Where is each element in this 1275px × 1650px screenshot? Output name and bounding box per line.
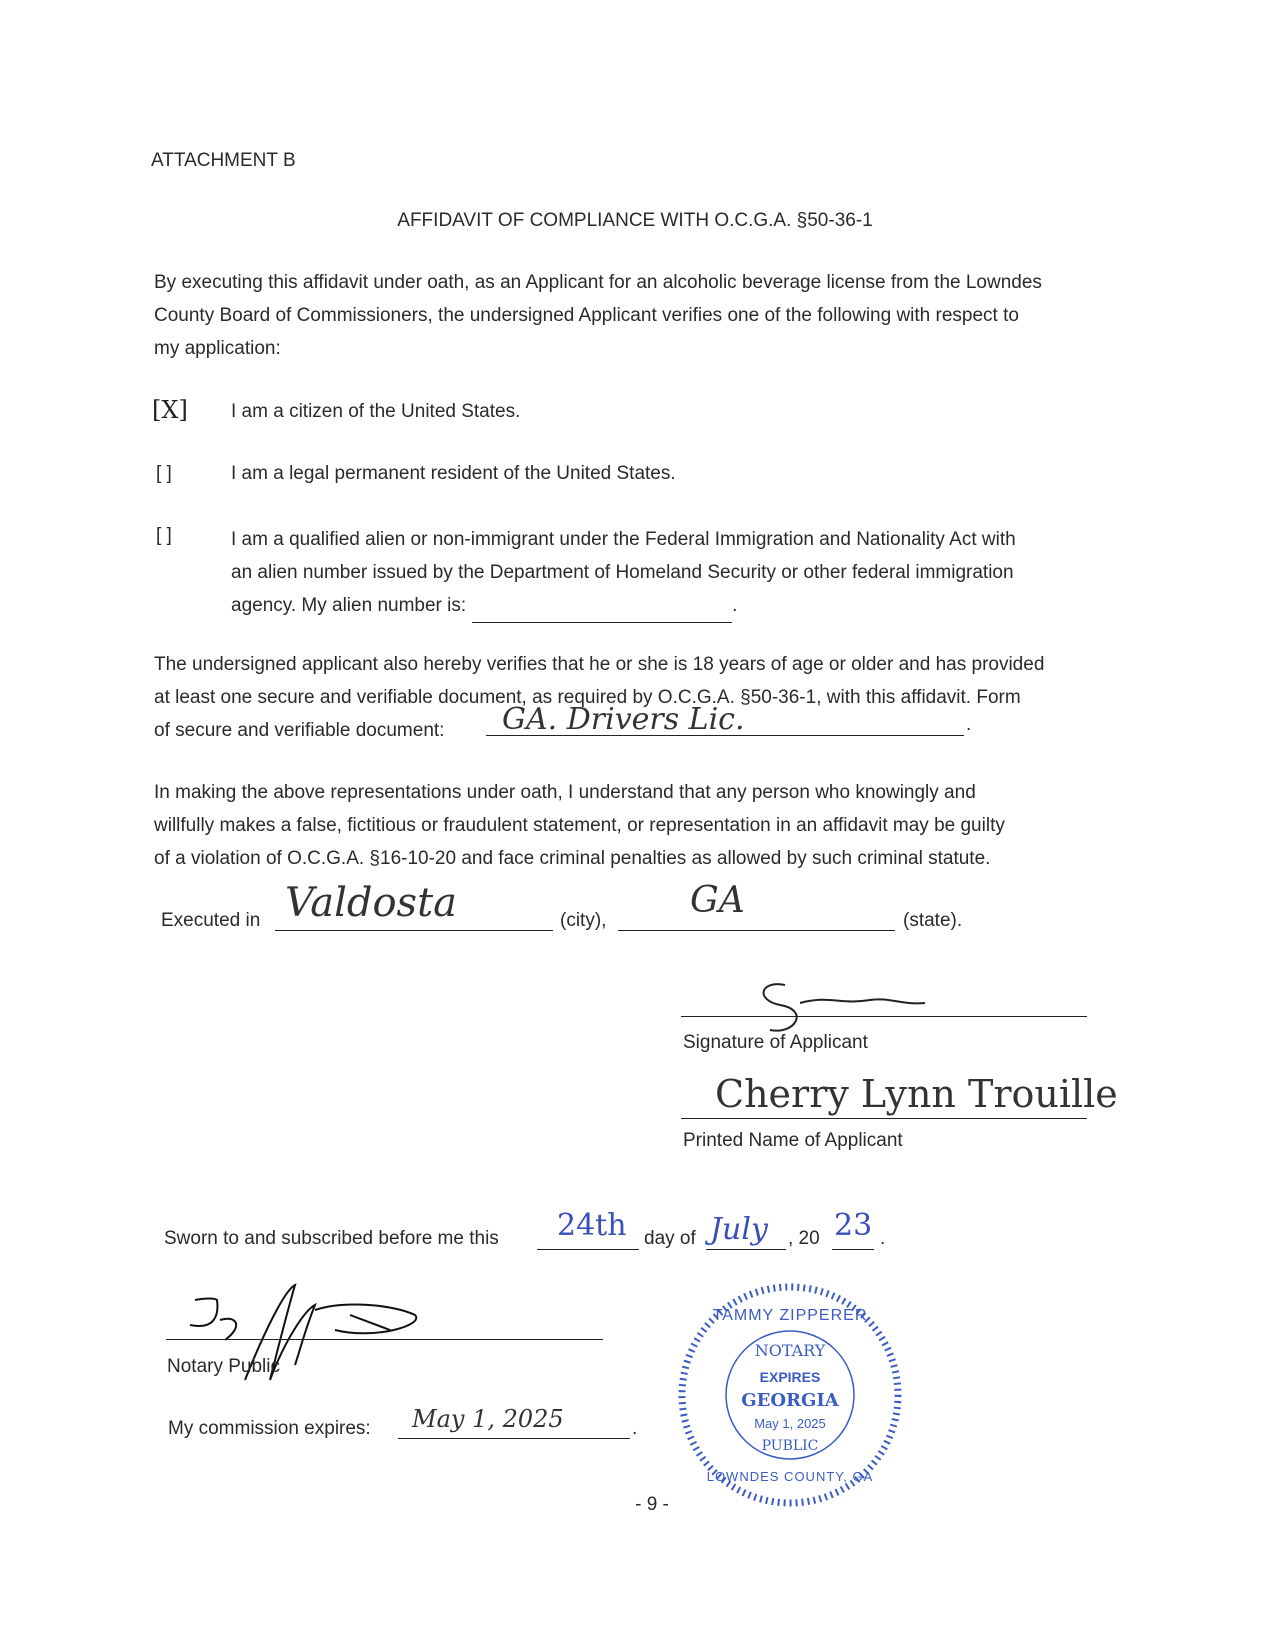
document-title: AFFIDAVIT OF COMPLIANCE WITH O.C.G.A. §50-36-1 bbox=[397, 210, 873, 231]
svg-text:GEORGIA: GEORGIA bbox=[741, 1390, 839, 1411]
option-line: I am a qualified alien or non-immigrant under the Federal Immigration and Nationality Act with bbox=[231, 529, 1016, 550]
checkbox-citizen[interactable]: [X] bbox=[152, 396, 188, 424]
intro-line: my application: bbox=[154, 338, 281, 359]
option-alien: I am a qualified alien or non-immigrant under the Federal Immigration and Nationality Act with an alien number issued by the Department of Homeland Security or other federal immigration agency. My alien number is: . bbox=[231, 523, 1016, 623]
day-field[interactable] bbox=[537, 1249, 639, 1250]
day-of-label: day of bbox=[644, 1228, 696, 1249]
notary-label: Notary Public bbox=[167, 1356, 280, 1377]
day-value: 24th bbox=[557, 1208, 627, 1243]
document-value: GA. Drivers Lic. bbox=[502, 702, 745, 737]
commission-label: My commission expires: bbox=[168, 1418, 371, 1439]
printed-name-field[interactable] bbox=[681, 1118, 1087, 1119]
checkbox-alien[interactable]: [ ] bbox=[156, 525, 172, 546]
para-line: of a violation of O.C.G.A. §16-10-20 and face criminal penalties as allowed by such criminal statute. bbox=[154, 848, 991, 869]
notary-seal bbox=[675, 1280, 905, 1510]
option-citizen: I am a citizen of the United States. bbox=[231, 401, 521, 422]
sworn-label: Sworn to and subscribed before me this bbox=[164, 1228, 499, 1249]
state-field[interactable] bbox=[618, 930, 895, 931]
attachment-label: ATTACHMENT B bbox=[151, 150, 296, 171]
intro-paragraph bbox=[154, 266, 1129, 365]
year-field[interactable] bbox=[832, 1249, 874, 1250]
svg-text:NOTARY: NOTARY bbox=[754, 1341, 826, 1360]
svg-text:LOWNDES COUNTY, GA: LOWNDES COUNTY, GA bbox=[706, 1469, 874, 1484]
state-label: (state). bbox=[903, 910, 963, 931]
intro-line: County Board of Commissioners, the undersigned Applicant verifies one of the following with respect to bbox=[154, 305, 1019, 326]
option-resident: I am a legal permanent resident of the United States. bbox=[231, 463, 676, 484]
signature-label: Signature of Applicant bbox=[683, 1032, 868, 1053]
city-field[interactable] bbox=[275, 930, 553, 931]
page-number: - 9 - bbox=[635, 1494, 669, 1515]
svg-text:May 1, 2025: May 1, 2025 bbox=[754, 1416, 826, 1431]
printed-name-value: Cherry Lynn Trouille bbox=[715, 1072, 1118, 1116]
para-line: at least one secure and verifiable document, as required by O.C.G.A. §50-36-1, with this affidavit. Form bbox=[154, 687, 1021, 708]
para-line: The undersigned applicant also hereby verifies that he or she is 18 years of age or older and has provided bbox=[154, 654, 1045, 675]
signature-field[interactable] bbox=[681, 1016, 1087, 1017]
svg-text:TAMMY ZIPPERER: TAMMY ZIPPERER bbox=[712, 1307, 868, 1324]
notary-signature bbox=[175, 1270, 445, 1400]
checkbox-resident[interactable]: [ ] bbox=[156, 463, 172, 484]
svg-text:EXPIRES: EXPIRES bbox=[759, 1369, 821, 1385]
city-label: (city), bbox=[560, 910, 607, 931]
month-value: July bbox=[710, 1212, 768, 1247]
executed-label: Executed in bbox=[161, 910, 261, 931]
alien-number-field[interactable] bbox=[472, 589, 732, 623]
svg-text:PUBLIC: PUBLIC bbox=[761, 1438, 819, 1454]
state-value: GA bbox=[690, 880, 745, 921]
option-line: an alien number issued by the Department of Homeland Security or other federal immigration bbox=[231, 562, 1014, 583]
printed-name-label: Printed Name of Applicant bbox=[683, 1130, 903, 1151]
year-value: 23 bbox=[834, 1208, 873, 1243]
para-line: of secure and verifiable document: bbox=[154, 720, 445, 741]
option-line: agency. My alien number is: bbox=[231, 595, 467, 616]
para-line: willfully makes a false, fictitious or fraudulent statement, or representation in an affidavit may be guilty bbox=[154, 815, 1005, 836]
month-field[interactable] bbox=[706, 1249, 786, 1250]
notary-signature-field[interactable] bbox=[166, 1339, 603, 1340]
commission-value: May 1, 2025 bbox=[412, 1405, 564, 1433]
intro-line: By executing this affidavit under oath, as an Applicant for an alcoholic beverage license from the Lowndes bbox=[154, 272, 1042, 293]
para-line: In making the above representations under oath, I understand that any person who knowingly and bbox=[154, 782, 976, 803]
year-prefix: , 20 bbox=[788, 1228, 820, 1249]
city-value: Valdosta bbox=[285, 880, 457, 926]
commission-field[interactable] bbox=[398, 1438, 630, 1439]
oath-paragraph bbox=[154, 776, 1129, 875]
